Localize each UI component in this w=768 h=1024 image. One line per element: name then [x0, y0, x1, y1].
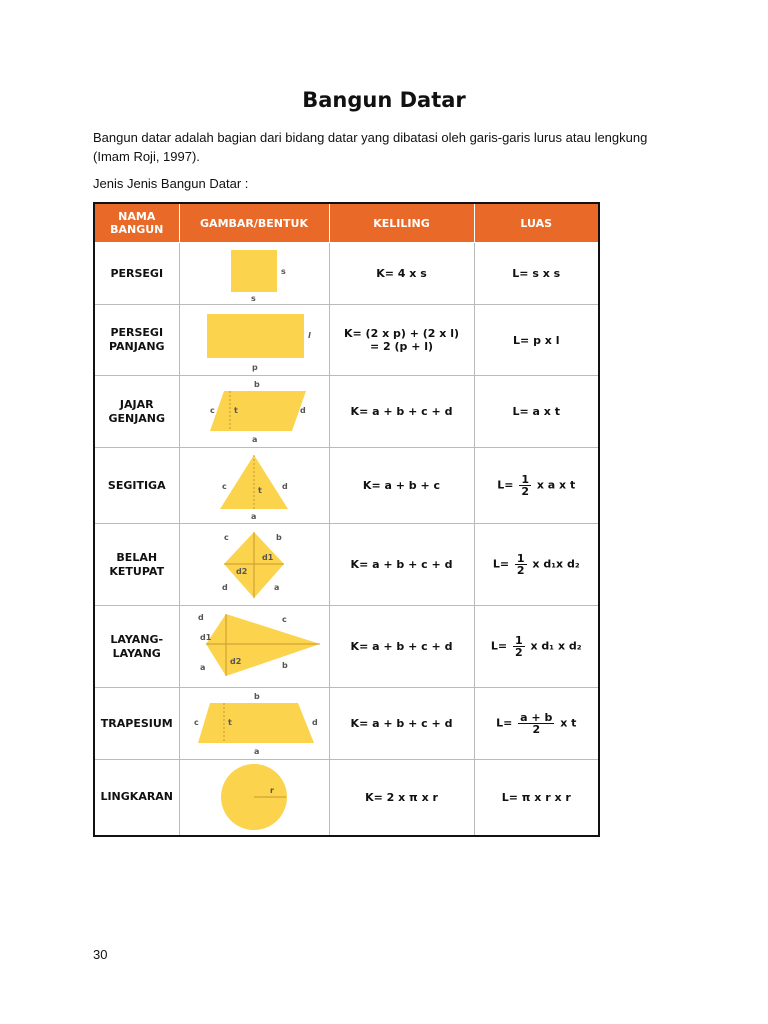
kite-shape-icon — [184, 608, 324, 686]
shape-label: c — [194, 717, 199, 727]
table-row — [94, 524, 599, 606]
table-row — [94, 243, 599, 305]
table-header-row — [94, 203, 599, 243]
intro-paragraph: Bangun datar adalah bagian dari bidang datar yang dibatasi oleh garis-garis lurus atau lengkung (Imam Roji, 1997). — [93, 130, 648, 164]
shape-label: c — [210, 405, 215, 415]
luas-formula: L= $\frac{a + b}{2}$ x t — [474, 688, 599, 760]
row-name: BELAH KETUPAT — [94, 524, 179, 606]
table-row — [94, 376, 599, 448]
row-name: LAYANG-LAYANG — [94, 606, 179, 688]
table-row — [94, 760, 599, 836]
shape-label: a — [251, 511, 257, 521]
shape-label: b — [254, 691, 260, 701]
luas-formula: L= p x l — [474, 305, 599, 376]
shape-label: d — [300, 405, 306, 415]
shape-label: p — [252, 363, 258, 372]
shape-label: d1 — [262, 552, 274, 562]
row-name: SEGITIGA — [94, 448, 179, 524]
keliling-formula: K= a + b + c + d — [329, 688, 474, 760]
circle-shape-cell — [179, 760, 329, 836]
luas-formula: L= $\frac{1}{2}$ x d₁ x d₂ — [474, 606, 599, 688]
luas-formula: L= π x r x r — [474, 760, 599, 836]
keliling-formula: K= a + b + c + d — [329, 606, 474, 688]
page-number: 30 — [93, 947, 108, 962]
shape-label: d — [198, 612, 204, 622]
rectangle-shape-cell — [179, 305, 329, 376]
keliling-formula: K= a + b + c — [329, 448, 474, 524]
table-row — [94, 448, 599, 524]
shape-label: d — [222, 582, 228, 592]
luas-formula: L= $\frac{1}{2}$ x d₁x d₂ — [474, 524, 599, 606]
shapes-table — [93, 202, 600, 837]
kite-shape-cell — [179, 606, 329, 688]
luas-formula: L= s x s — [474, 243, 599, 305]
keliling-formula: K= a + b + c + d — [329, 524, 474, 606]
rectangle-shape-icon — [194, 308, 314, 372]
luas-formula: L= a x t — [474, 376, 599, 448]
shape-label: b — [282, 660, 288, 670]
rhombus-shape-icon — [194, 526, 314, 604]
header-nama-bangun: NAMA BANGUN — [94, 203, 179, 243]
shape-label: a — [254, 746, 260, 756]
trapezoid-shape-icon — [184, 691, 324, 757]
keliling-formula: K= 4 x s — [329, 243, 474, 305]
subheading: Jenis Jenis Bangun Datar : — [93, 176, 249, 191]
header-keliling: KELILING — [329, 203, 474, 243]
triangle-shape-cell — [179, 448, 329, 524]
luas-formula: L= $\frac{1}{2}$ x a x t — [474, 448, 599, 524]
shape-label: s — [281, 266, 286, 276]
row-name: LINGKARAN — [94, 760, 179, 836]
row-name: JAJAR GENJANG — [94, 376, 179, 448]
keliling-formula: K= a + b + c + d — [329, 376, 474, 448]
shape-label: d2 — [230, 656, 242, 666]
shape-label: l — [308, 331, 311, 340]
square-shape-icon — [194, 246, 314, 302]
shape-label: c — [282, 614, 287, 624]
shape-label: c — [222, 481, 227, 491]
header-gambar-bentuk: GAMBAR/BENTUK — [179, 203, 329, 243]
shape-label: a — [252, 434, 258, 444]
shape-label: b — [276, 532, 282, 542]
shape-label: r — [270, 786, 274, 796]
parallelogram-shape-cell — [179, 376, 329, 448]
shape-label: d — [282, 481, 288, 491]
shape-label: b — [254, 379, 260, 389]
keliling-formula: K= 2 x π x r — [329, 760, 474, 836]
shape-label: d — [312, 717, 318, 727]
table-row — [94, 688, 599, 760]
shape-label: a — [200, 662, 206, 672]
header-luas: LUAS — [474, 203, 599, 243]
shape-label: t — [228, 717, 232, 727]
shape-label: d2 — [236, 566, 248, 576]
parallelogram-shape-icon — [194, 379, 314, 445]
square-shape-cell — [179, 243, 329, 305]
shape-label: d1 — [200, 632, 212, 642]
shape-label: t — [234, 405, 238, 415]
trapezoid-shape-cell — [179, 688, 329, 760]
shape-label: t — [258, 485, 262, 495]
shape-label: c — [224, 532, 229, 542]
shape-label: a — [274, 582, 280, 592]
table-row — [94, 606, 599, 688]
keliling-formula: K= (2 x p) + (2 x l) = 2 (p + l) — [329, 305, 474, 376]
page-title: Bangun Datar — [302, 88, 466, 112]
rhombus-shape-cell — [179, 524, 329, 606]
table-row — [94, 305, 599, 376]
triangle-shape-icon — [194, 451, 314, 521]
shape-label: s — [251, 293, 256, 302]
row-name: TRAPESIUM — [94, 688, 179, 760]
row-name: PERSEGI — [94, 243, 179, 305]
circle-shape-icon — [194, 761, 314, 833]
row-name: PERSEGI PANJANG — [94, 305, 179, 376]
